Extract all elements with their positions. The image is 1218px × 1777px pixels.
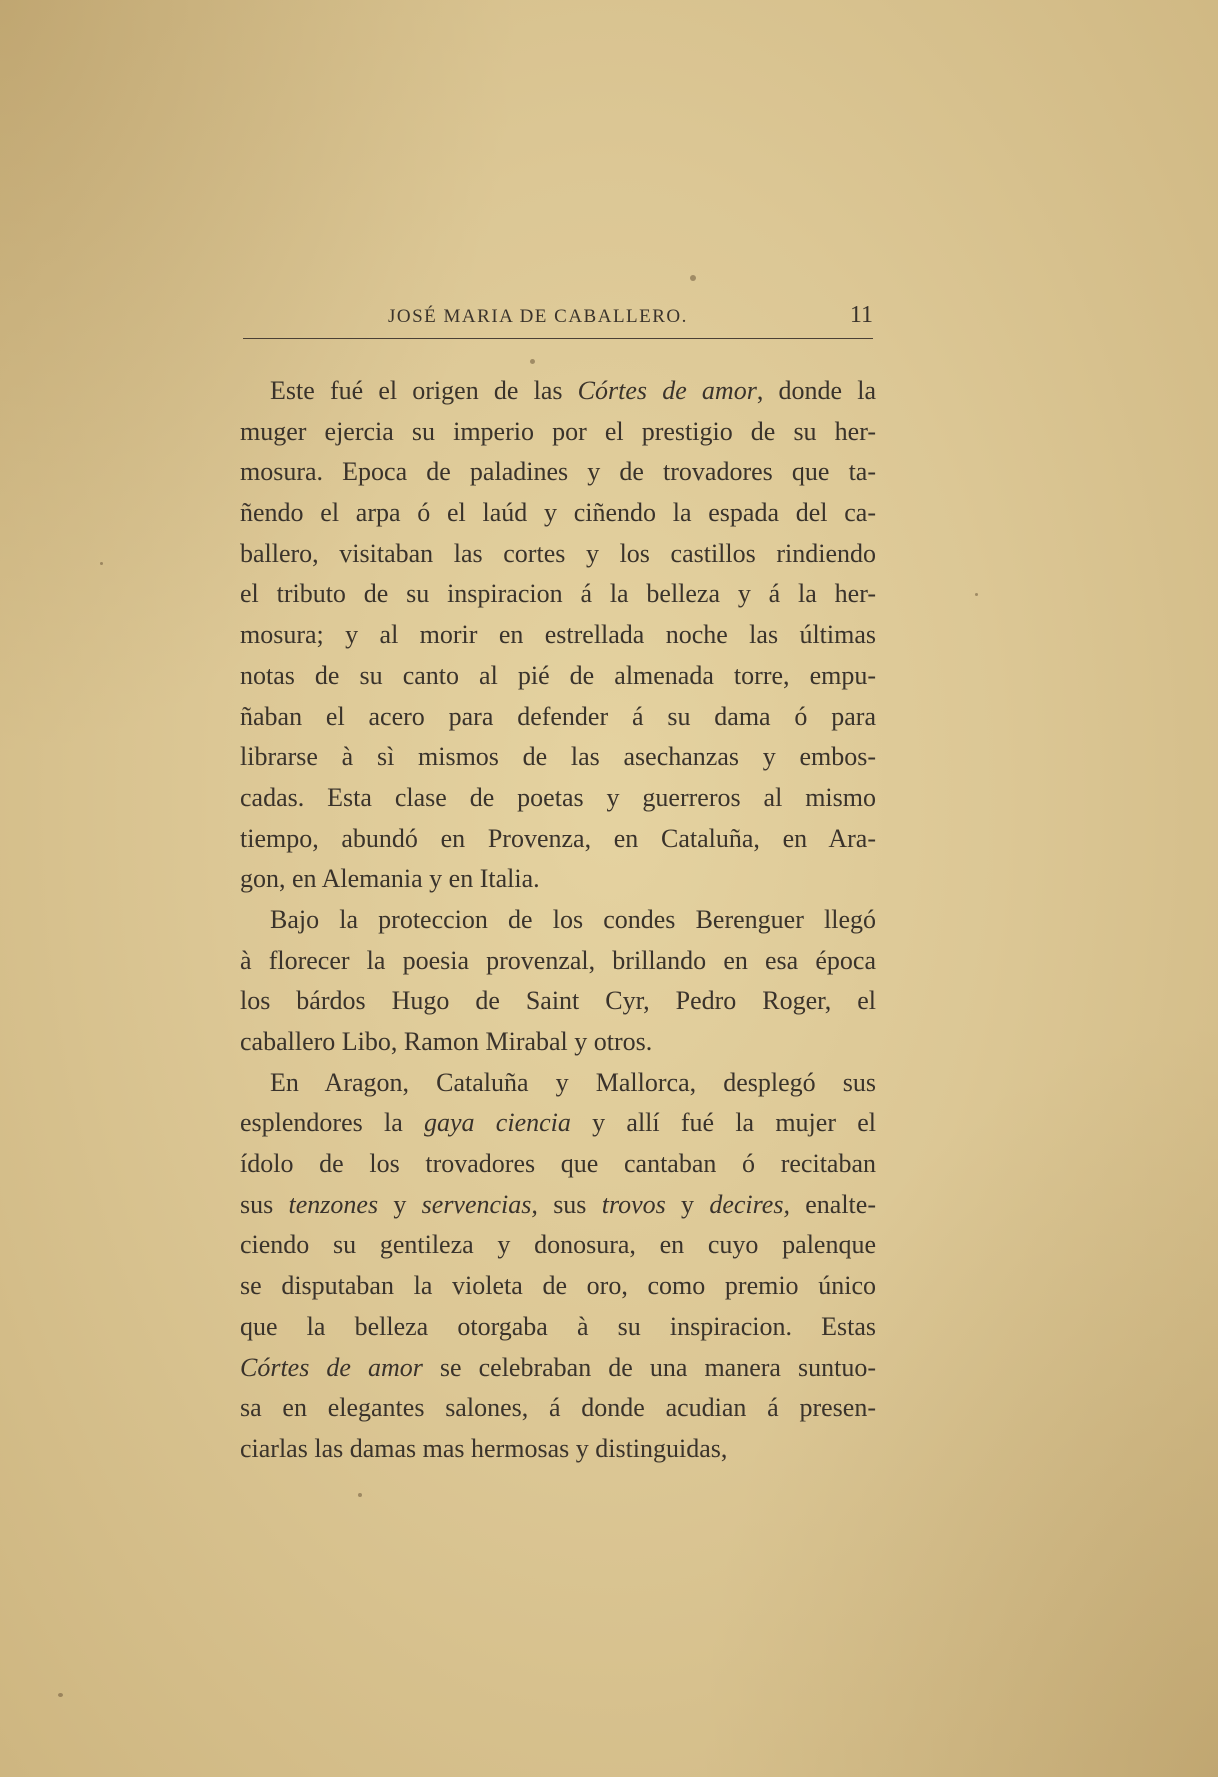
text-run: y [665,1189,710,1219]
text-run: Este fué el origen de las [270,376,578,405]
italic-text: tenzones [288,1189,379,1219]
text-run: ídolo de los trovadores que cantaban ó recitaban [240,1149,876,1179]
text-line [240,1225,876,1266]
text-line [240,574,876,615]
text-run: , donde la [756,376,876,405]
text-run: esplendores la [240,1108,425,1138]
text-line [240,1063,876,1104]
text-run: el tributo de su inspiracion á la belleza y á la her- [240,579,876,609]
text-line [240,778,876,819]
paper-speck [58,1693,63,1697]
text-line [240,534,876,575]
text-line [240,493,876,534]
text-run: ballero, visitaban las cortes y los castillos rindiendo [240,538,876,568]
italic-text: gaya ciencia [424,1108,571,1138]
text-line [240,1429,876,1470]
page-header [243,302,873,339]
text-run: sus [537,1189,602,1219]
text-line [240,697,876,738]
text-line [240,737,876,778]
text-run: muger ejercia su imperio por el prestigio de su her- [240,416,876,446]
text-run: tiempo, abundó en Provenza, en Cataluña, en Ara- [240,823,876,853]
italic-text: Córtes de amor [577,376,757,405]
text-line [240,1388,876,1429]
paper-speck [100,562,103,565]
text-run: notas de su canto al pié de almenada torre, empu- [240,660,876,690]
text-run: En Aragon, Cataluña y Mallorca, desplegó sus [270,1067,876,1097]
text-line [240,859,876,900]
paper-speck [690,275,696,281]
text-run: se celebraban de una manera suntuo- [422,1352,876,1382]
text-run: Bajo la proteccion de los condes Berenguer llegó [270,904,876,934]
text-line [240,615,876,656]
running-head: JOSÉ MARIA DE CABALLERO. [388,306,688,327]
text-run: ciarlas las damas mas hermosas y distinguidas, [240,1433,728,1463]
body-text [240,371,876,1470]
text-line [240,1266,876,1307]
text-run: se disputaban la violeta de oro, como premio único [240,1271,876,1301]
text-line [240,1144,876,1185]
italic-text: trovos [601,1189,666,1219]
text-line [240,900,876,941]
italic-text: Córtes de amor [240,1352,423,1382]
text-line [240,656,876,697]
text-run: ñendo el arpa ó el laúd y ciñendo la espada del ca- [240,498,876,528]
text-run: enalte- [789,1189,876,1219]
text-run: los bárdos Hugo de Saint Cyr, Pedro Roger, el [240,986,876,1016]
italic-text: decires, [709,1189,790,1219]
paper-speck [530,359,535,364]
text-run: gon, en Alemania y en Italia. [240,864,540,894]
text-run: sus [240,1189,289,1219]
text-line [240,1103,876,1144]
text-line [240,452,876,493]
text-run: ciendo su gentileza y donosura, en cuyo palenque [240,1230,876,1260]
text-line [240,371,876,412]
text-line [240,412,876,453]
paper-speck [358,1493,362,1497]
text-run: librarse à sì mismos de las asechanzas y embos- [240,742,876,772]
text-line [240,981,876,1022]
text-line [240,1185,876,1226]
page-number: 11 [849,302,873,328]
text-run: y allí fué la mujer el [570,1108,876,1138]
text-line [240,1307,876,1348]
text-run: ñaban el acero para defender á su dama ó para [240,701,876,731]
text-run: que la belleza otorgaba à su inspiracion. Estas [240,1311,876,1341]
italic-text: servencias, [421,1189,538,1219]
text-run: à florecer la poesia provenzal, brillando en esa época [240,945,876,975]
text-run: caballero Libo, Ramon Mirabal y otros. [240,1027,653,1056]
text-run: cadas. Esta clase de poetas y guerreros al mismo [240,782,876,812]
text-run: sa en elegantes salones, á donde acudian á presen- [240,1393,876,1423]
text-run: mosura. Epoca de paladines y de trovadores que ta- [240,457,876,487]
text-run: y [378,1189,422,1219]
text-line [240,941,876,982]
text-line [240,1022,876,1063]
text-run: mosura; y al morir en estrellada noche las últimas [240,620,876,650]
paper-speck [975,593,978,596]
text-line [240,819,876,860]
text-line [240,1348,876,1389]
